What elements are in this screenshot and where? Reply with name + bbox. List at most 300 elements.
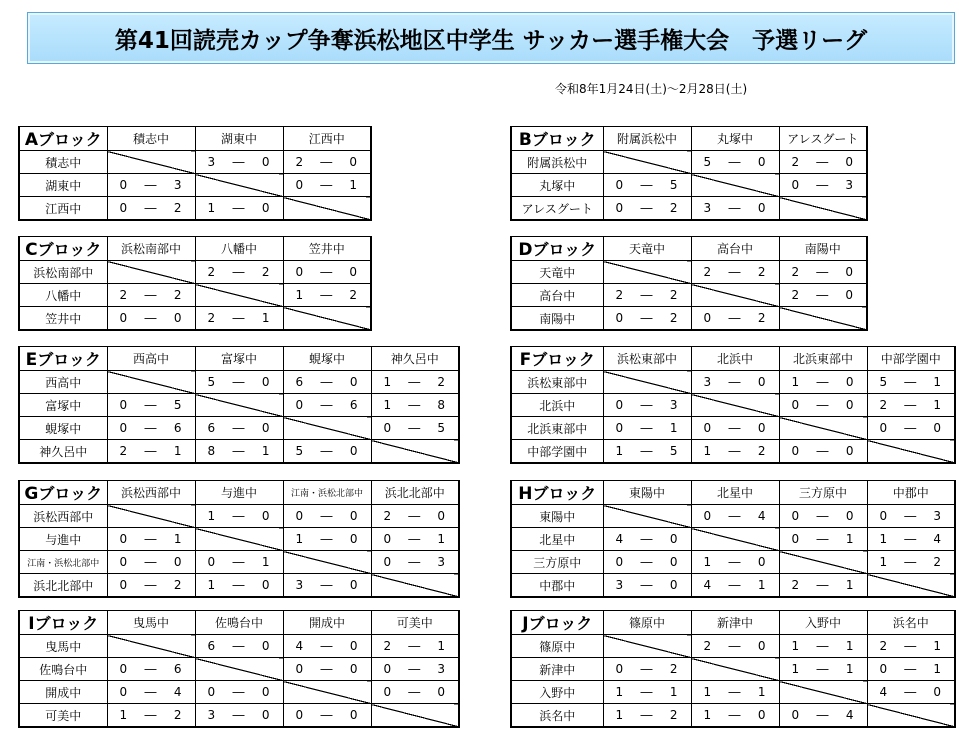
score-cell <box>283 261 371 284</box>
score-against: 3 <box>669 398 678 412</box>
score-against: 1 <box>349 178 357 192</box>
score-cell <box>107 658 195 681</box>
block-suffix: ブロック <box>37 130 102 149</box>
score-dash: ― <box>640 421 653 435</box>
score-dash: ― <box>816 178 829 192</box>
score <box>108 311 195 325</box>
score <box>604 708 691 722</box>
row-team-name: アレスグート <box>511 197 603 221</box>
score <box>780 708 867 722</box>
row-team-name: 高台中 <box>511 284 603 307</box>
score-dash: ― <box>728 708 741 722</box>
score-dash: ― <box>232 578 245 592</box>
row-team-name: 浜名中 <box>511 704 603 728</box>
score-against: 0 <box>261 639 270 653</box>
score-for: 3 <box>207 708 216 722</box>
table-row <box>511 528 955 551</box>
score-against: 4 <box>173 685 182 699</box>
score-dash: ― <box>232 375 245 389</box>
score-cell <box>283 704 371 728</box>
score-dash: ― <box>816 509 829 523</box>
score <box>868 662 955 676</box>
score-against: 5 <box>437 421 445 435</box>
column-team-header: 可美中 <box>371 611 459 635</box>
score-for: 1 <box>383 375 392 389</box>
score-for: 0 <box>295 178 304 192</box>
score-dash: ― <box>320 578 333 592</box>
table-row <box>511 505 955 528</box>
score-dash: ― <box>408 639 421 653</box>
score-cell <box>195 417 283 440</box>
column-team-header: 江西中 <box>283 127 371 151</box>
score-for: 0 <box>703 421 712 435</box>
score <box>780 178 867 192</box>
score-cell <box>603 197 691 221</box>
score <box>780 155 867 169</box>
score-dash: ― <box>408 555 421 569</box>
score-dash: ― <box>232 311 245 325</box>
score-dash: ― <box>232 555 245 569</box>
score-cell <box>779 174 867 197</box>
score-against: 1 <box>261 444 270 458</box>
column-team-header: 北浜中 <box>691 347 779 371</box>
column-team-header: 中郡中 <box>867 481 955 505</box>
score-for: 0 <box>615 311 624 325</box>
score-cell <box>283 371 371 394</box>
score-dash: ― <box>640 578 653 592</box>
score <box>108 421 195 435</box>
row-team-name: 新津中 <box>511 658 603 681</box>
score-for: 0 <box>119 685 128 699</box>
score <box>196 708 283 722</box>
score <box>284 178 371 192</box>
score-dash: ― <box>144 662 157 676</box>
score <box>196 685 283 699</box>
score-dash: ― <box>904 555 917 569</box>
column-team-header: 与進中 <box>195 481 283 505</box>
score-cell <box>691 151 779 174</box>
score <box>108 178 195 192</box>
column-team-header: 浜松東部中 <box>603 347 691 371</box>
score-against: 2 <box>757 265 766 279</box>
block-name <box>19 481 107 505</box>
score-for: 0 <box>383 532 392 546</box>
self-match-cell <box>283 307 371 331</box>
score-against: 0 <box>349 444 358 458</box>
score-against: 1 <box>757 685 766 699</box>
score-for: 0 <box>791 708 800 722</box>
self-match-cell <box>283 417 371 440</box>
score-for: 1 <box>879 555 888 569</box>
score-dash: ― <box>904 509 917 523</box>
self-match-cell <box>603 371 691 394</box>
score-for: 0 <box>703 311 712 325</box>
score-against: 0 <box>845 155 853 169</box>
block-letter: E <box>25 350 38 370</box>
score-for: 0 <box>383 421 392 435</box>
score-dash: ― <box>320 265 333 279</box>
score <box>196 509 283 523</box>
block-letter: B <box>518 130 532 150</box>
score <box>604 532 691 546</box>
score-for: 6 <box>207 639 216 653</box>
block-name <box>511 347 603 371</box>
score <box>604 201 691 215</box>
score-against: 0 <box>845 444 854 458</box>
row-team-name: 積志中 <box>19 151 107 174</box>
score-cell <box>283 658 371 681</box>
score-for: 2 <box>703 639 712 653</box>
column-team-header: 浜松西部中 <box>107 481 195 505</box>
score-cell <box>371 417 459 440</box>
score-for: 0 <box>119 662 128 676</box>
score <box>780 288 867 302</box>
score-against: 3 <box>933 509 941 523</box>
score-against: 2 <box>437 375 445 389</box>
score-dash: ― <box>232 265 245 279</box>
block-suffix: ブロック <box>531 350 595 369</box>
score-against: 4 <box>933 532 941 546</box>
table-row <box>511 440 955 464</box>
score-dash: ― <box>144 201 157 215</box>
self-match-cell <box>195 528 283 551</box>
self-match-cell <box>867 704 955 728</box>
score-dash: ― <box>904 639 917 653</box>
column-team-header: 浜北北部中 <box>371 481 459 505</box>
table-row <box>511 574 955 598</box>
score-dash: ― <box>816 444 829 458</box>
score-cell <box>195 307 283 331</box>
score-cell <box>691 635 779 658</box>
block-table-a <box>18 126 372 221</box>
score-against: 2 <box>261 265 270 279</box>
score-cell <box>603 528 691 551</box>
score-cell <box>691 574 779 598</box>
score-against: 1 <box>845 578 854 592</box>
score-for: 0 <box>295 662 304 676</box>
score <box>604 178 691 192</box>
score <box>868 509 955 523</box>
score-against: 0 <box>845 375 854 389</box>
score-dash: ― <box>904 398 917 412</box>
table-row <box>19 197 371 221</box>
table-row <box>511 307 867 331</box>
score-for: 0 <box>119 178 128 192</box>
score-dash: ― <box>144 708 157 722</box>
score <box>108 201 195 215</box>
score-for: 0 <box>615 662 624 676</box>
score-dash: ― <box>728 201 741 215</box>
table-row <box>511 174 867 197</box>
column-team-header: 新津中 <box>691 611 779 635</box>
row-team-name: 中郡中 <box>511 574 603 598</box>
row-team-name: 丸塚中 <box>511 174 603 197</box>
score-dash: ― <box>232 708 245 722</box>
score-dash: ― <box>640 708 653 722</box>
score-dash: ― <box>640 398 653 412</box>
score-against: 0 <box>349 509 358 523</box>
score-dash: ― <box>232 444 245 458</box>
score-against: 3 <box>845 178 853 192</box>
score-cell <box>779 528 867 551</box>
score <box>604 398 691 412</box>
score-for: 0 <box>791 509 800 523</box>
block-name <box>19 611 107 635</box>
score-against: 6 <box>349 398 358 412</box>
score-dash: ― <box>904 421 917 435</box>
score-for: 2 <box>207 265 216 279</box>
row-team-name: 富塚中 <box>19 394 107 417</box>
score <box>196 201 283 215</box>
score <box>868 421 955 435</box>
score-cell <box>603 417 691 440</box>
self-match-cell <box>603 261 691 284</box>
self-match-cell <box>371 574 459 598</box>
score-against: 2 <box>173 708 182 722</box>
column-team-header: 北星中 <box>691 481 779 505</box>
block-table-b <box>510 126 868 221</box>
score-for: 2 <box>879 398 888 412</box>
score-dash: ― <box>232 685 245 699</box>
score-against: 6 <box>173 662 182 676</box>
score <box>108 685 195 699</box>
score-cell <box>779 371 867 394</box>
score-for: 5 <box>295 444 304 458</box>
score-cell <box>283 440 371 464</box>
self-match-cell <box>283 681 371 704</box>
score <box>692 509 779 523</box>
score-for: 1 <box>791 662 800 676</box>
score-for: 2 <box>703 265 712 279</box>
self-match-cell <box>691 284 779 307</box>
score-against: 1 <box>669 685 678 699</box>
score-against: 0 <box>669 555 678 569</box>
score-for: 0 <box>879 509 888 523</box>
block-name <box>511 611 603 635</box>
score-cell <box>107 394 195 417</box>
score-cell <box>107 174 195 197</box>
score-dash: ― <box>904 532 917 546</box>
score-cell <box>283 528 371 551</box>
score-cell <box>691 197 779 221</box>
score-cell <box>371 528 459 551</box>
table-row <box>511 417 955 440</box>
score-cell <box>283 505 371 528</box>
score-for: 0 <box>615 421 624 435</box>
score-cell <box>283 635 371 658</box>
block-suffix: ブロック <box>34 614 99 633</box>
score-dash: ― <box>816 288 829 302</box>
score-for: 0 <box>383 662 392 676</box>
score-cell <box>867 505 955 528</box>
score <box>196 265 283 279</box>
score <box>284 444 371 458</box>
score-for: 1 <box>791 639 800 653</box>
table-row <box>511 681 955 704</box>
score-against: 6 <box>173 421 182 435</box>
score-against: 1 <box>437 532 445 546</box>
score <box>372 685 459 699</box>
score-dash: ― <box>640 685 653 699</box>
score-against: 0 <box>349 662 358 676</box>
score-dash: ― <box>320 509 333 523</box>
row-team-name: 北星中 <box>511 528 603 551</box>
score-dash: ― <box>728 578 741 592</box>
score-against: 2 <box>669 708 678 722</box>
score-against: 2 <box>757 444 766 458</box>
self-match-cell <box>195 394 283 417</box>
row-team-name: 天竜中 <box>511 261 603 284</box>
score <box>108 532 195 546</box>
table-row <box>19 505 459 528</box>
score-against: 5 <box>669 178 678 192</box>
score-dash: ― <box>232 201 245 215</box>
score-cell <box>779 505 867 528</box>
score-dash: ― <box>728 639 741 653</box>
row-team-name: 浜松西部中 <box>19 505 107 528</box>
score-for: 2 <box>879 639 888 653</box>
score-for: 1 <box>383 398 392 412</box>
block-suffix: ブロック <box>37 240 102 259</box>
score <box>692 375 779 389</box>
score-against: 1 <box>173 532 182 546</box>
score-cell <box>107 681 195 704</box>
score-against: 1 <box>933 639 941 653</box>
column-team-header: 東陽中 <box>603 481 691 505</box>
score-cell <box>371 394 459 417</box>
score-against: 0 <box>261 509 270 523</box>
score-cell <box>779 151 867 174</box>
self-match-cell <box>867 440 955 464</box>
score-for: 6 <box>295 375 304 389</box>
score <box>284 532 371 546</box>
score-against: 1 <box>757 578 766 592</box>
score-against: 1 <box>261 555 270 569</box>
self-match-cell <box>779 681 867 704</box>
score-dash: ― <box>232 509 245 523</box>
row-team-name: 蜆塚中 <box>19 417 107 440</box>
self-match-cell <box>107 371 195 394</box>
score <box>372 639 459 653</box>
table-row <box>19 371 459 394</box>
score-against: 5 <box>669 444 678 458</box>
score-dash: ― <box>728 509 741 523</box>
score-dash: ― <box>728 555 741 569</box>
self-match-cell <box>283 551 371 574</box>
block-table-e <box>18 346 460 464</box>
score-for: 3 <box>207 155 216 169</box>
row-team-name: 浜松東部中 <box>511 371 603 394</box>
score-cell <box>107 307 195 331</box>
score-for: 1 <box>703 708 712 722</box>
column-team-header: 三方原中 <box>779 481 867 505</box>
score-cell <box>779 440 867 464</box>
score-against: 0 <box>349 708 358 722</box>
score-for: 0 <box>295 398 304 412</box>
score <box>780 444 867 458</box>
score-cell <box>691 307 779 331</box>
score-against: 0 <box>261 155 270 169</box>
score-cell <box>195 505 283 528</box>
score-cell <box>283 394 371 417</box>
score <box>868 532 955 546</box>
table-row <box>511 151 867 174</box>
score-for: 0 <box>119 421 128 435</box>
score-against: 0 <box>261 201 270 215</box>
score-dash: ― <box>320 398 333 412</box>
score <box>780 662 867 676</box>
column-team-header: 江南・浜松北部中 <box>283 481 371 505</box>
score-against: 2 <box>173 201 182 215</box>
score-against: 2 <box>669 288 678 302</box>
column-team-header: 篠原中 <box>603 611 691 635</box>
score-dash: ― <box>640 311 653 325</box>
score-for: 2 <box>791 578 800 592</box>
score-cell <box>779 635 867 658</box>
score-dash: ― <box>320 178 333 192</box>
score-cell <box>603 704 691 728</box>
self-match-cell <box>603 151 691 174</box>
score <box>692 578 779 592</box>
score <box>196 155 283 169</box>
score <box>196 555 283 569</box>
self-match-cell <box>779 197 867 221</box>
row-team-name: 湖東中 <box>19 174 107 197</box>
row-team-name: 東陽中 <box>511 505 603 528</box>
column-team-header: 浜松南部中 <box>107 237 195 261</box>
score-for: 1 <box>615 444 624 458</box>
self-match-cell <box>195 284 283 307</box>
row-team-name: 神久呂中 <box>19 440 107 464</box>
self-match-cell <box>107 151 195 174</box>
score-for: 0 <box>119 578 128 592</box>
table-row <box>19 704 459 728</box>
score-against: 1 <box>933 398 941 412</box>
score-for: 0 <box>615 201 624 215</box>
score-cell <box>691 417 779 440</box>
score-cell <box>107 704 195 728</box>
score <box>780 639 867 653</box>
score-for: 0 <box>295 708 304 722</box>
score-for: 6 <box>207 421 216 435</box>
score-for: 3 <box>703 201 712 215</box>
self-match-cell <box>107 505 195 528</box>
score-against: 0 <box>261 421 270 435</box>
column-team-header: 丸塚中 <box>691 127 779 151</box>
score-cell <box>867 658 955 681</box>
score <box>780 265 867 279</box>
score-cell <box>195 681 283 704</box>
score-for: 0 <box>295 509 304 523</box>
score <box>868 398 955 412</box>
score <box>604 662 691 676</box>
score-for: 1 <box>119 708 128 722</box>
score-against: 0 <box>349 375 358 389</box>
score-for: 1 <box>295 532 304 546</box>
score <box>692 421 779 435</box>
table-row <box>511 635 955 658</box>
score-dash: ― <box>816 578 829 592</box>
score-for: 1 <box>703 444 712 458</box>
score-for: 4 <box>615 532 624 546</box>
score-for: 0 <box>295 265 304 279</box>
row-team-name: 笠井中 <box>19 307 107 331</box>
score-against: 0 <box>757 555 766 569</box>
score-cell <box>283 174 371 197</box>
table-row <box>19 658 459 681</box>
score-for: 2 <box>295 155 304 169</box>
score <box>780 398 867 412</box>
